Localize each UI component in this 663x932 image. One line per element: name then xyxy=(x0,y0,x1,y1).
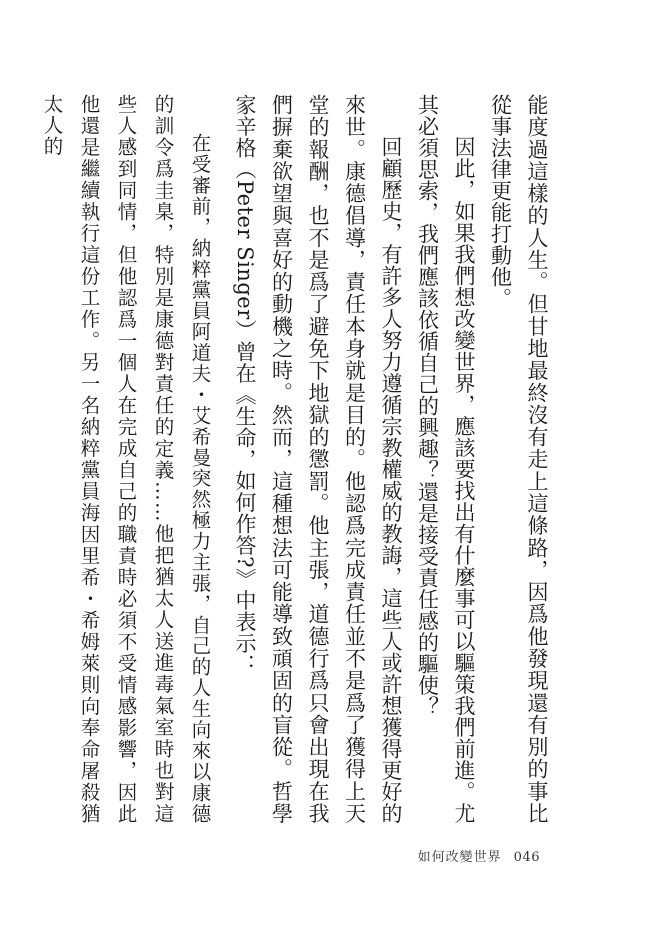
paragraph-1: 能度過這樣的人生。但甘地最終沒有走上這條路，因爲他發現還有別的事比從事法律更能打動他。 xyxy=(488,94,549,824)
paragraph-2: 因此，如果我們想改變世界，應該要找出有什麼事可以驅策我們前進。尤其必須思索，我們應該依循自己的興趣？還是接受責任感的驅使？ xyxy=(415,94,476,824)
page-footer xyxy=(418,846,540,865)
block-quote: 在受審前，納粹黨員阿道夫・艾希曼突然極力主張，自己的人生向來以康德的訓令爲圭臬，特別是康德對責任的定義……他把猶太人送進毒氣室時也對這些人感到同情，但他認爲一個人在完成自己的職責時必須不受情感影響，因此他還是繼續執行這份工作。另一名納粹黨員海因里希・希姆萊則向奉命屠殺猶太人的 xyxy=(40,94,212,824)
running-title: 如何改變世界 xyxy=(417,850,502,865)
page-number: 046 xyxy=(513,850,540,865)
vertical-text-body xyxy=(34,94,556,824)
paragraph-3: 回顧歷史，有許多人努力遵循宗教權威的教誨，這些人或許想獲得更好的來世。康德倡導，責任本身就是目的。他認爲完成責任並不是爲了獲得上天堂的報酬，也不是爲了避免下地獄的懲罰。他主張，道德行爲只會出現在我們摒棄欲望與喜好的動機之時。然而，這種想法可能導致頑固的盲從。哲學家辛格（Peter Singer）曾在《生命，如何作答?》中表示： xyxy=(233,94,403,824)
